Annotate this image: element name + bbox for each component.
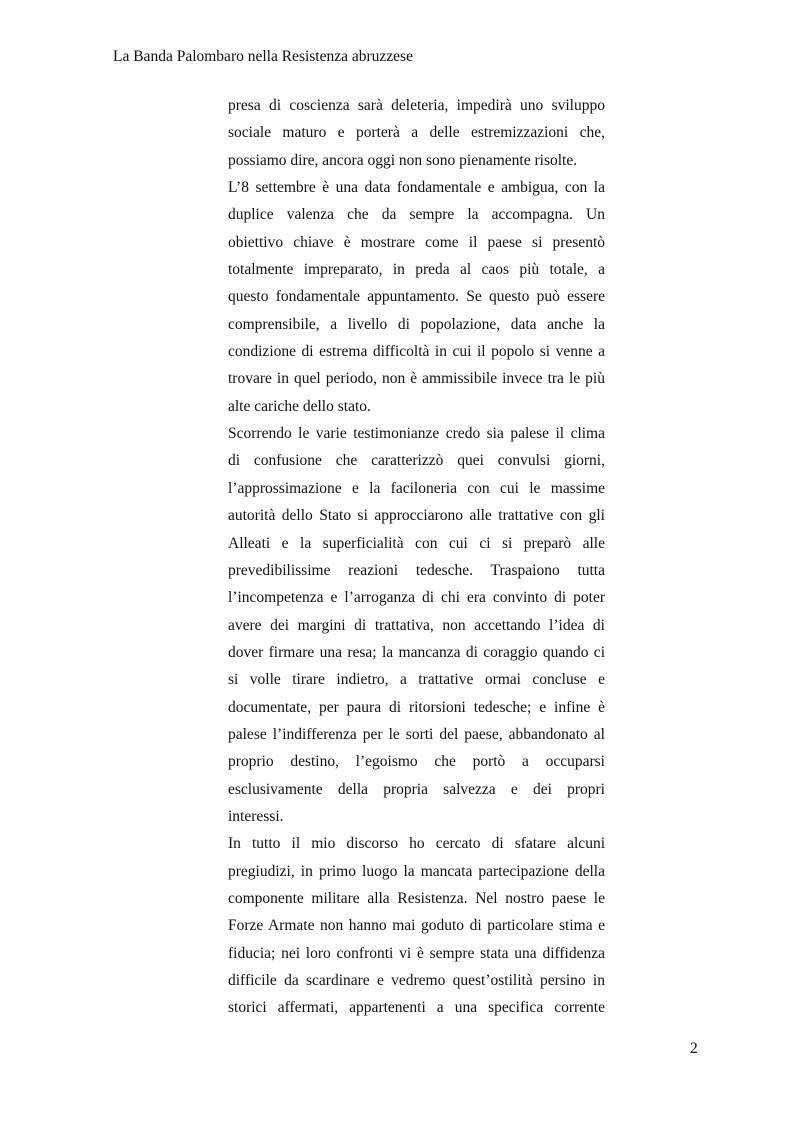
- text-line: componente militare alla Resistenza. Nel nostro paese le: [228, 889, 605, 907]
- text-line: Forze Armate non hanno mai goduto di particolare stima e: [228, 917, 605, 935]
- text-line: dover firmare una resa; la mancanza di coraggio quando ci: [228, 643, 605, 661]
- text-line: Scorrendo le varie testimonianze credo sia palese il clima: [228, 425, 605, 443]
- text-line: comprensibile, a livello di popolazione, data anche la: [228, 315, 605, 333]
- text-line: avere dei margini di trattativa, non accettando l’idea di: [228, 616, 605, 634]
- text-line: fiducia; nei loro confronti vi è sempre stata una diffidenza: [228, 944, 605, 962]
- running-header: La Banda Palombaro nella Resistenza abruzzese: [113, 48, 413, 65]
- text-line: condizione di estrema difficoltà in cui il popolo si venne a: [228, 343, 605, 361]
- text-line: totalmente impreparato, in preda al caos più totale, a: [228, 261, 605, 279]
- text-line: possiamo dire, ancora oggi non sono pienamente risolte.: [228, 151, 578, 169]
- text-line: trovare in quel periodo, non è ammissibile invece tra le più: [228, 370, 605, 388]
- page-number: 2: [690, 1040, 698, 1057]
- text-line: l’approssimazione e la faciloneria con cui le massime: [228, 479, 605, 497]
- body-text: [228, 92, 605, 1022]
- text-line: esclusivamente della propria salvezza e dei propri: [228, 780, 605, 798]
- text-line: In tutto il mio discorso ho cercato di sfatare alcuni: [228, 835, 605, 853]
- text-line: sociale maturo e porterà a delle estremizzazioni che,: [228, 124, 605, 142]
- text-line: obiettivo chiave è mostrare come il paese si presentò: [228, 233, 605, 251]
- text-line: si volle tirare indietro, a trattative ormai concluse e: [228, 671, 605, 689]
- text-line: alte cariche dello stato.: [228, 397, 371, 415]
- text-line: di confusione che caratterizzò quei convulsi giorni,: [228, 452, 605, 470]
- text-line: storici affermati, appartenenti a una specifica corrente: [228, 999, 605, 1017]
- text-line: proprio destino, l’egoismo che portò a occuparsi: [228, 753, 605, 771]
- text-line: l’incompetenza e l’arroganza di chi era convinto di poter: [228, 589, 605, 607]
- text-line: difficile da scardinare e vedremo quest’ostilità persino in: [228, 972, 605, 989]
- text-line: interessi.: [228, 807, 284, 825]
- text-line: autorità dello Stato si approcciarono alle trattative con gli: [228, 507, 605, 525]
- text-line: presa di coscienza sarà deleteria, impedirà uno sviluppo: [228, 97, 605, 114]
- text-line: palese l’indifferenza per le sorti del paese, abbandonato al: [228, 725, 605, 743]
- text-line: L’8 settembre è una data fondamentale e ambigua, con la: [228, 179, 605, 197]
- text-line: questo fondamentale appuntamento. Se questo può essere: [228, 288, 605, 306]
- text-line: prevedibilissime reazioni tedesche. Traspaiono tutta: [228, 561, 605, 579]
- text-line: pregiudizi, in primo luogo la mancata partecipazione della: [228, 862, 605, 880]
- text-line: duplice valenza che da sempre la accompagna. Un: [228, 206, 605, 224]
- text-line: Alleati e la superficialità con cui ci si preparò alle: [228, 534, 605, 552]
- text-line: documentate, per paura di ritorsioni tedesche; e infine è: [228, 698, 605, 716]
